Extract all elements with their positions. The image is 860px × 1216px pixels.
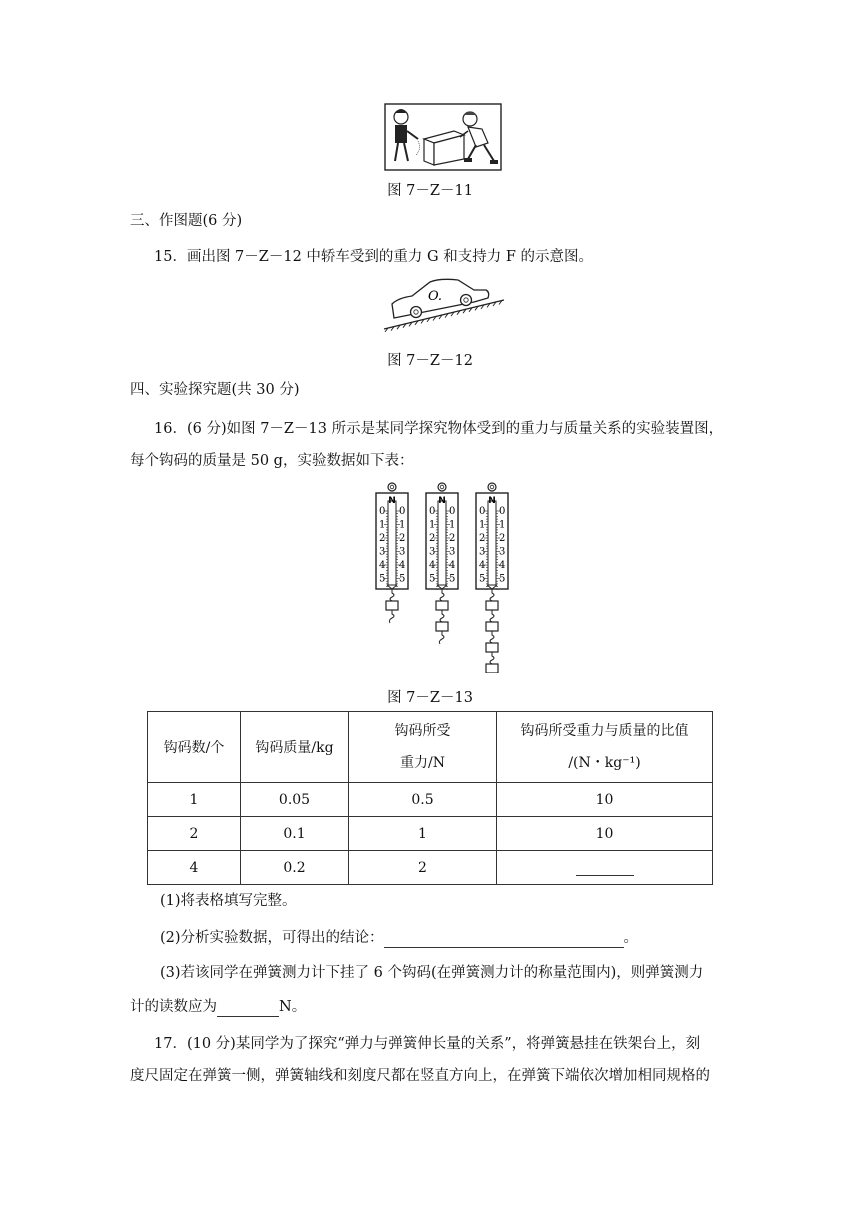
scale-tick-label-left: 2 (479, 533, 486, 544)
scale-tick-label-right: 4 (499, 560, 506, 571)
scale-tick-label-right: 0 (499, 506, 506, 517)
sub-question-2 (160, 928, 638, 948)
conclusion-answer-blank[interactable] (384, 933, 624, 948)
table-header-ratio-line2: /(N・kg⁻¹) (568, 755, 641, 771)
table-cell: 10 (497, 783, 713, 817)
table-row (148, 783, 713, 817)
data-table (147, 711, 713, 885)
table-cell: 1 (148, 783, 241, 817)
table-cell: 2 (148, 817, 241, 851)
table-cell: 2 (349, 851, 497, 885)
table-row (148, 817, 713, 851)
scale-tick-label-left: 4 (479, 560, 486, 571)
scale-tick-label-left: 0 (379, 506, 386, 517)
scale-tick-label-right: 1 (449, 519, 456, 531)
sub-question-2-text: (2)分析实验数据，可得出的结论： (160, 930, 384, 946)
question-16-line-2: 每个钩码的质量是 50 g，实验数据如下表： (130, 453, 414, 469)
sub-question-3-line-1: (3)若该同学在弹簧测力计下挂了 6 个钩码(在弹簧测力计的称量范围内)，则弹簧测力 (160, 965, 704, 981)
question-16-line-1: 16．(6 分)如图 7－Z－13 所示是某同学探究物体受到的重力与质量关系的实验装置图， (154, 421, 724, 437)
table-cell: 10 (497, 817, 713, 851)
scale-tick-label-left: 4 (429, 560, 436, 571)
figure-caption-13: 图 7－Z－13 (387, 690, 473, 706)
table-cell: 0.1 (241, 817, 349, 851)
scale-unit-label: N (438, 496, 446, 506)
scale-tick-label-left: 2 (429, 533, 436, 544)
scale-unit-label: N (388, 496, 396, 506)
table-header-gravity-line2: 重力/N (400, 755, 445, 771)
table-cell: 0.2 (241, 851, 349, 885)
table-header-mass: 钩码质量/kg (241, 712, 349, 783)
table-header-gravity (349, 712, 497, 783)
scale-tick-label-left: 3 (479, 546, 486, 558)
scale-tick-label-left: 1 (429, 519, 436, 531)
scale-tick-label-left: 1 (379, 519, 386, 531)
figure-caption-11: 图 7－Z－11 (387, 183, 473, 199)
scale-unit-label: N (488, 496, 496, 506)
scale-tick-label-right: 3 (399, 546, 406, 558)
table-header-gravity-line1: 钩码所受 (394, 723, 451, 739)
scale-tick-label-left: 4 (379, 560, 386, 571)
question-15: 15．画出图 7－Z－12 中轿车受到的重力 G 和支持力 F 的示意图。 (154, 249, 593, 265)
figure-7-z-13-spring-scales (368, 481, 518, 673)
table-header-ratio-line1: 钩码所受重力与质量的比值 (520, 723, 689, 739)
scale-tick-label-left: 5 (429, 573, 436, 585)
table-cell: 1 (349, 817, 497, 851)
scale-tick-label-right: 2 (499, 533, 506, 544)
section-title-drawing: 三、作图题(6 分) (130, 213, 243, 229)
reading-answer-blank[interactable] (217, 1002, 279, 1017)
scale-tick-label-right: 4 (449, 560, 456, 571)
table-row (148, 851, 713, 885)
scale-tick-label-left: 5 (479, 573, 486, 585)
figure-7-z-12-car-on-incline (378, 276, 506, 332)
scale-tick-label-right: 5 (399, 573, 406, 585)
section-title-experiment: 四、实验探究题(共 30 分) (130, 382, 300, 398)
scale-tick-label-right: 3 (449, 546, 456, 558)
sub-question-3-unit: N。 (279, 999, 307, 1015)
scale-tick-label-left: 3 (429, 546, 436, 558)
sub-question-3-line-2 (130, 997, 306, 1017)
scale-tick-label-right: 1 (499, 519, 506, 531)
scale-tick-label-left: 1 (479, 519, 486, 531)
scale-tick-label-left: 0 (429, 506, 436, 517)
scale-tick-label-right: 5 (499, 573, 506, 585)
table-header-ratio (497, 712, 713, 783)
scale-tick-label-left: 3 (379, 546, 386, 558)
scale-tick-label-left: 2 (379, 533, 386, 544)
car-center-label: O. (428, 289, 443, 304)
question-17-line-2: 度尺固定在弹簧一侧，弹簧轴线和刻度尺都在竖直方向上，在弹簧下端依次增加相同规格的 (130, 1068, 710, 1084)
scale-tick-label-right: 5 (449, 573, 456, 585)
scale-tick-label-right: 2 (399, 533, 406, 544)
table-answer-blank[interactable] (497, 851, 713, 885)
scale-tick-label-right: 0 (449, 506, 456, 517)
spring-scale-two-hook-weights (426, 483, 458, 644)
figure-7-z-11-illustration (384, 103, 502, 171)
table-cell: 4 (148, 851, 241, 885)
figure-caption-12: 图 7－Z－12 (387, 353, 473, 369)
spring-scale-four-hook-weights (476, 483, 508, 673)
scale-tick-label-right: 2 (449, 533, 456, 544)
spring-scale-one-hook-weight (376, 483, 408, 623)
scale-tick-label-right: 3 (499, 546, 506, 558)
table-cell: 0.05 (241, 783, 349, 817)
scale-tick-label-left: 0 (479, 506, 486, 517)
scale-tick-label-right: 1 (399, 519, 406, 531)
sub-question-1: (1)将表格填写完整。 (160, 893, 297, 909)
scale-tick-label-right: 4 (399, 560, 406, 571)
scale-tick-label-left: 5 (379, 573, 386, 585)
scale-tick-label-right: 0 (399, 506, 406, 517)
table-header-count: 钩码数/个 (148, 712, 241, 783)
question-17-line-1: 17．(10 分)某同学为了探究“弹力与弹簧伸长量的关系”，将弹簧悬挂在铁架台上，刻 (154, 1036, 701, 1052)
sub-question-3-text: 计的读数应为 (130, 999, 217, 1015)
sub-question-2-end: 。 (623, 930, 639, 946)
table-cell: 0.5 (349, 783, 497, 817)
